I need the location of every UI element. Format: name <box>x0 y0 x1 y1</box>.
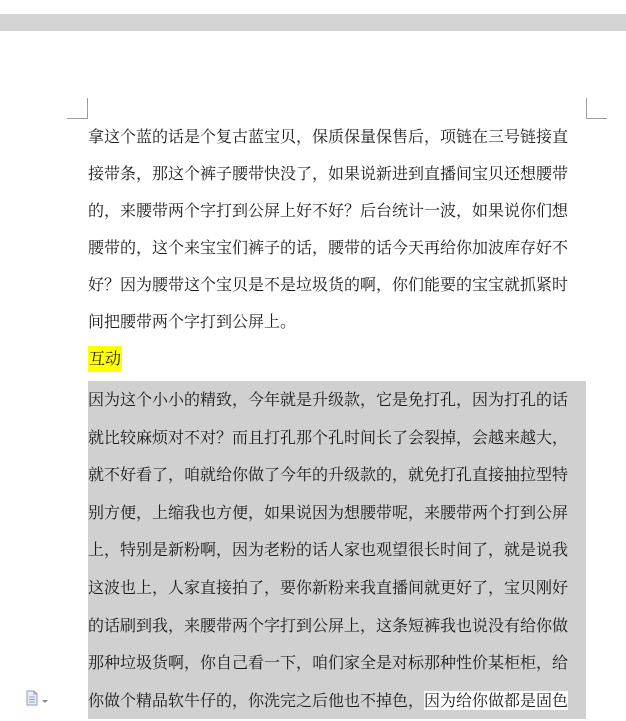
document-body[interactable] <box>88 118 586 719</box>
window-top-bar <box>0 14 626 31</box>
text-line: 好？因为腰带这个宝贝是不是垃圾货的啊，你们能要的宝宝就抓紧时 <box>88 275 569 294</box>
text-line: 接带条，那这个裤子腰带快没了，如果说新进到直播间宝贝还想腰带 <box>88 164 569 183</box>
shaded-block <box>88 381 586 719</box>
text-line: 那种垃圾货啊，你自己看一下，咱们家全是对标那种性价某柜柜，给 <box>88 653 569 673</box>
document-page-icon <box>24 690 54 706</box>
text-line: 的，来腰带两个字打到公屏上好不好？后台统计一波，如果说你们想 <box>88 201 569 220</box>
paragraph-2 <box>88 381 586 719</box>
text-line: 别方便，上缩我也方便，如果说因为想腰带呢，来腰带两个打到公屏 <box>88 502 569 522</box>
margin-corner-top-right <box>586 98 607 119</box>
section-heading <box>88 340 586 377</box>
plain-fragment: 因为给你做都是固色 <box>424 690 569 710</box>
text-line: 就不好看了，咱就给你做了今年的升级款的，就免打孔直接抽拉型特 <box>88 465 569 485</box>
text-line: 的话刷到我，来腰带两个字打到公屏上，这条短裤我也说没有给你做 <box>88 615 569 635</box>
document-status-button[interactable] <box>24 690 54 706</box>
margin-corner-top-left <box>67 98 88 119</box>
text-line-last <box>88 682 586 720</box>
text-line: 就比较麻烦对不对？而且打孔那个孔时间长了会裂掉，会越来越大， <box>88 427 569 447</box>
text-line: 间把腰带两个字打到公屏上。 <box>88 312 297 331</box>
text-line: 上，特别是新粉啊，因为老粉的话人家也观望很长时间了，就是说我 <box>88 540 569 560</box>
shaded-fragment: 你做个精品软牛仔的，你洗完之后他也不掉色， <box>88 690 425 710</box>
text-line: 拿这个蓝的话是个复古蓝宝贝，保质保量保售后，项链在三号链接直 <box>88 127 569 146</box>
text-line: 这波也上，人家直接拍了，要你新粉来我直播间就更好了，宝贝刚好 <box>88 577 569 597</box>
heading-highlight: 互动 <box>88 346 122 372</box>
chevron-down-icon <box>42 700 48 703</box>
text-line: 因为这个小小的精致，今年就是升级款，它是免打孔，因为打孔的话 <box>88 390 569 409</box>
text-line: 腰带的，这个来宝宝们裤子的话，腰带的话今天再给你加波库存好不 <box>88 238 569 257</box>
paragraph-1 <box>88 118 586 340</box>
